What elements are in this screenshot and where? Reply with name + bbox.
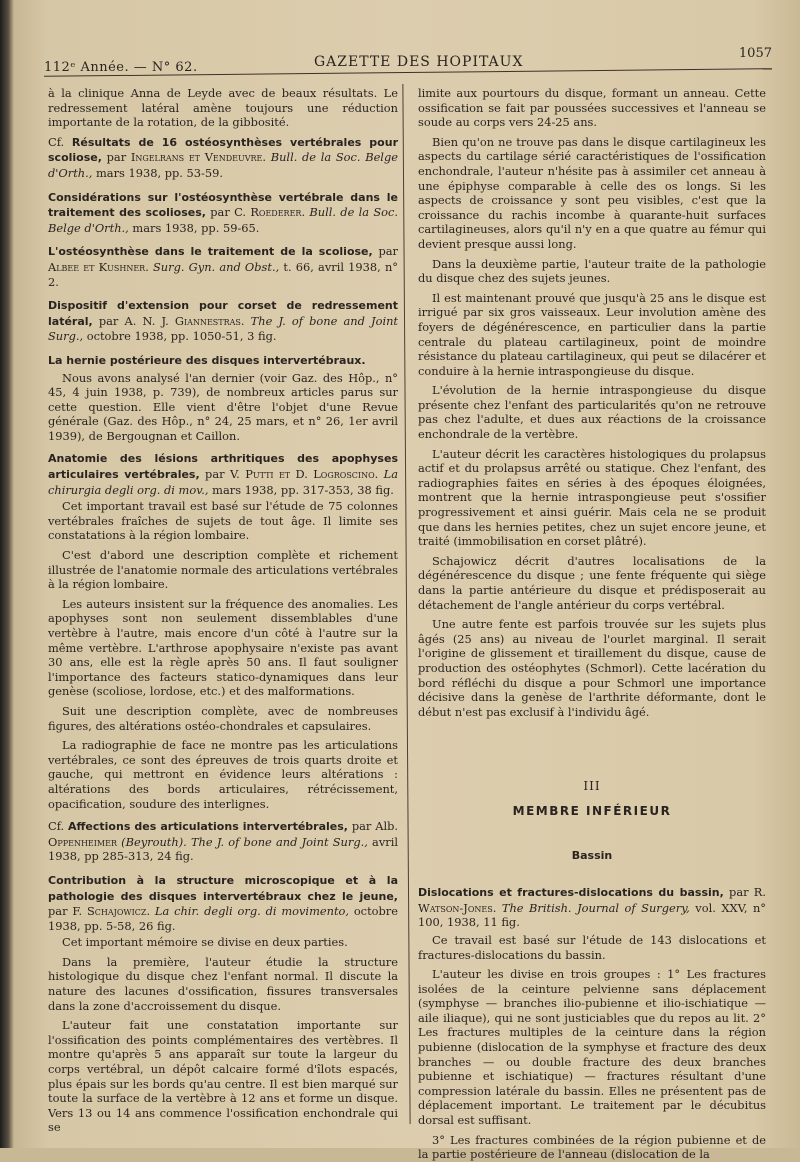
ref-by: par (372, 244, 399, 259)
paragraph: Schajowicz décrit d'autres localisations de la dégénérescence du disque ; une fente fréquente qui siège dans la partie antérieure du disque et prédisposerait au détachement de l'angle antérieur du corps vertébral. (418, 553, 766, 612)
paragraph: Une autre fente est parfois trouvée sur les sujets plus âgés (25 ans) au niveau de l'ourlet marginal. Il serait l'origine de glissement et tiraillement du disque, cause de production des ostéophytes (Schmorl). Cette lacération du bord réfléchi du disque a pour Schmorl une importance décisive dans la genèse de l'arthrite déformante, dont le début n'est pas exclusif à l'individu âgé. (418, 617, 766, 719)
ref-by: par R. (723, 885, 766, 900)
ref-title: Considérations sur l'ostéosynthèse vertébrale dans le traitement des scolioses, (48, 190, 398, 220)
ref-author: Oppenheimer (48, 834, 117, 849)
left-column (48, 86, 398, 1136)
ref-prefix: Cf. (48, 819, 68, 834)
reference-entry (48, 873, 398, 933)
ref-details: avril 1938, pp 285-313, 24 fig. (48, 834, 398, 864)
paragraph: Il est maintenant prouvé que jusqu'à 25 ans le disque est irrigué par six gros vaisseaux. Leur involution amène des foyers de dégénérescence, en particulier dans la partie centrale du plateau cartilagineux, point de moindre résistance du plateau cartilagineux, qui peut se dilacérer et conduire à la hernie intraspongieuse du disque. (418, 290, 766, 378)
ref-by: par (101, 150, 131, 165)
paragraph: Cet important mémoire se divise en deux parties. (62, 935, 348, 950)
ref-journal: The J. of bone and Joint Surg., (48, 313, 398, 344)
paragraph: Dans la première, l'auteur étudie la structure histologique du disque chez l'enfant normal. Il discute la nature des lacunes d'ossification, fissures transversales dans la zone d'accroissement du disque. (48, 954, 398, 1013)
paragraph: L'auteur les divise en trois groupes : 1° Les fractures isolées de la ceinture pelvienne sans déplacement (symphyse — branches ilio-pubienne et ilio-ischiatique — aile iliaque), qui ne sont justiciables que du repos au lit. 2° Les fractures multiples de la ceinture dans la région pubienne (dislocation de la symphyse et fracture des deux branches — ou double fracture des deux branches pubienne et ischiatique) — fractures résultant d'une compression latérale du bassin. Elles ne présentent pas de déplacement important. Le traitement par le décubitus dorsal est suffisant. (418, 967, 766, 1128)
section-number: III (583, 779, 601, 794)
ref-author: Giannestras. (174, 313, 245, 328)
paragraph: Cet important travail est basé sur l'étude de 75 colonnes vertébrales fraîches de sujets de tout âge. Il limite ses constatations à la région lombaire. (48, 499, 398, 543)
ref-journal: (Beyrouth). The J. of bone and Joint Surg., (116, 834, 368, 849)
ref-journal: Bull. de la Soc. Belge d'Orth., (48, 205, 399, 235)
reference-entry (418, 885, 766, 930)
ref-title: Dislocations et fractures-dislocations du bassin, (418, 886, 724, 900)
paragraph: C'est d'abord une description complète et richement illustrée de l'anatomie normale des articulations vertébrales à la région lombaire. (48, 548, 398, 592)
binding-edge (0, 0, 14, 1148)
ref-author: Albee et Kushner. (48, 259, 149, 274)
ref-by: par Alb. (348, 819, 398, 834)
ref-title: Résultats de 16 ostéosynthèses vertébrales pour scoliose, (48, 135, 398, 165)
ref-journal: La chir. degli org. di movimento, (150, 904, 349, 919)
ref-details: mars 1938, pp. 317-353, 38 fig. (208, 482, 394, 497)
journal-title: GAZETTE DES HOPITAUX (314, 54, 524, 70)
reference-entry (48, 819, 398, 864)
reference-entry (48, 190, 398, 236)
reference-entry (48, 298, 398, 344)
column-divider (402, 84, 410, 1124)
ref-details: octobre 1938, pp. 1050-51, 3 fig. (83, 329, 277, 344)
ref-author: Roederer. (250, 205, 306, 220)
ref-journal: La chirurgia degli org. di mov., (48, 467, 398, 497)
right-column (418, 86, 766, 1162)
ref-title: La hernie postérieure des disques intervertébraux. (48, 353, 366, 367)
paragraph: L'évolution de la hernie intraspongieuse du disque présente chez l'enfant des particularités qu'on ne retrouve pas chez l'adulte, et dues aux réactions de la croissance enchondrale de la vertèbre. (418, 383, 766, 442)
ref-by: par A. N. J. (92, 313, 175, 328)
paragraph: à la clinique Anna de Leyde avec de beaux résultats. Le redressement latéral amène toujours une réduction importante de la rotation, de la gibbosité. (48, 86, 398, 130)
ref-details: vol. XXV, n° 100, 1938, 11 fig. (418, 900, 766, 930)
paragraph: La radiographie de face ne montre pas les articulations vertébrales, ce sont des épreuves de trois quarts droite et gauche, qui mettront en évidence leurs altérations : altérations des bords articulaires, rétrécissement, opacification, soudure des interlignes. (48, 738, 398, 811)
ref-author: Watson-Jones. (418, 900, 497, 915)
paragraph: Nous avons analysé l'an dernier (voir Gaz. des Hôp., n° 45, 4 juin 1938, p. 739), de nombreux articles parus sur cette question. Elle vient d'être l'objet d'une Revue générale (Gaz. des Hôp., n° 24, 25 mars, et n° 26, 1er avril 1939), de Bergougnan et Caillon. (48, 370, 398, 443)
ref-title: Affections des articulations intervertébrales, (68, 820, 348, 834)
paragraph: Ce travail est basé sur l'étude de 143 dislocations et fractures-dislocations du bassin. (418, 932, 766, 962)
ref-details: t. 66, avril 1938, n° 2. (48, 259, 398, 289)
subsection-title: Bassin (571, 848, 613, 862)
paragraph: Dans la deuxième partie, l'auteur traite de la pathologie du disque chez des sujets jeunes. (418, 256, 766, 286)
ref-journal: The British. Journal of Surgery, (496, 900, 690, 915)
ref-title: Dispositif d'extension pour corset de redressement latéral, (48, 299, 398, 328)
ref-by: par F. (48, 904, 87, 919)
ref-details: mars 1938, pp. 59-65. (128, 220, 260, 235)
page-header (44, 42, 772, 82)
section-title: MEMBRE INFÉRIEUR (512, 803, 672, 818)
ref-by: par C. (205, 205, 251, 220)
reference-entry (48, 353, 398, 369)
reference-entry (48, 135, 398, 181)
issue-number: 112ᵉ Année. — N° 62. (44, 60, 198, 75)
ref-title: L'ostéosynthèse dans le traitement de la scoliose, (48, 245, 373, 259)
paragraph: Les auteurs insistent sur la fréquence des anomalies. Les apophyses sont non seulement dissemblables d'une vertèbre à l'autre, mais encore d'un côté à l'autre sur la même vertèbre. L'arthrose apophysaire n'existe pas avant 30 ans, elle est la règle après 50 ans. Il faut souligner l'importance des facteurs statico-dynamiques dans leur genèse (scoliose, lordose, etc.) et des malformations. (48, 596, 398, 699)
paragraph: limite aux pourtours du disque, formant un anneau. Cette ossification se fait par poussées successives et l'anneau se soude au corps vers 24-25 ans. (418, 86, 766, 130)
paragraph: Bien qu'on ne trouve pas dans le disque cartilagineux les aspects du cartilage sérié caractéristiques de l'ossification enchondrale, l'auteur n'hésite pas à assimiler cet anneau à une épiphyse comparable à celle des os longs. Si les aspects de croissance y sont peu visibles, c'est que la croissance du rachis incombe à quarante-huit surfaces cartilagineuses, alors qu'il n'y en a que quatre au fémur qui devient presque aussi long. (418, 134, 766, 251)
paragraph: Suit une description complète, avec de nombreuses figures, des altérations ostéo-chondrales et capsulaires. (48, 703, 398, 733)
ref-author: Ingelrans et Vendeuvre. (130, 150, 267, 165)
ref-author: Putti et D. Logroscino. (245, 467, 379, 482)
ref-title: Contribution à la structure microscopique et à la pathologie des disques intervertébraux chez le jeune, (48, 873, 398, 903)
paragraph: L'auteur fait une constatation importante sur l'ossification des points complémentaires des vertèbres. Il montre qu'après 5 ans apparaît sur toute la largeur du corps vertébral, un dépôt calcaire formé d'îlots espacés, plus épais sur les bords qu'au centre. Il est bien marqué sur toute la surface de la vertèbre à 12 ans et forme un disque. Vers 13 ou 14 ans commence l'ossification enchondrale qui se (48, 1018, 398, 1135)
ref-details: mars 1938, pp. 53-59. (92, 165, 224, 180)
reference-entry (48, 451, 398, 497)
reference-entry (48, 244, 398, 289)
ref-prefix: Cf. (48, 134, 72, 149)
paragraph: L'auteur décrit les caractères histologiques du prolapsus actif et du prolapsus arrêté ou statique. Chez l'enfant, des radiographies faites en séries à des époques éloignées, montrent que la hernie intraspongieuse peut s'ossifier progressivement et ainsi guérir. Mais cela ne se produit que dans les hernies petites, chez un sujet encore jeune, et traité (immobilisation en corset plâtré). (418, 446, 766, 549)
ref-journal: Surg. Gyn. and Obst., (148, 259, 280, 274)
ref-title: Anatomie des lésions arthritiques des apophyses articulaires vertébrales, (48, 452, 398, 482)
ref-details: octobre 1938, pp. 5-58, 26 fig. (48, 904, 398, 933)
page-number: 1057 (738, 46, 772, 61)
ref-journal: Bull. de la Soc. Belge d'Orth., (48, 150, 398, 180)
paragraph: 3° Les fractures combinées de la région pubienne et de la partie postérieure de l'anneau (dislocation de la (418, 1132, 766, 1162)
ref-author: Schajowicz. (86, 904, 151, 919)
ref-by: par V. (199, 467, 246, 482)
